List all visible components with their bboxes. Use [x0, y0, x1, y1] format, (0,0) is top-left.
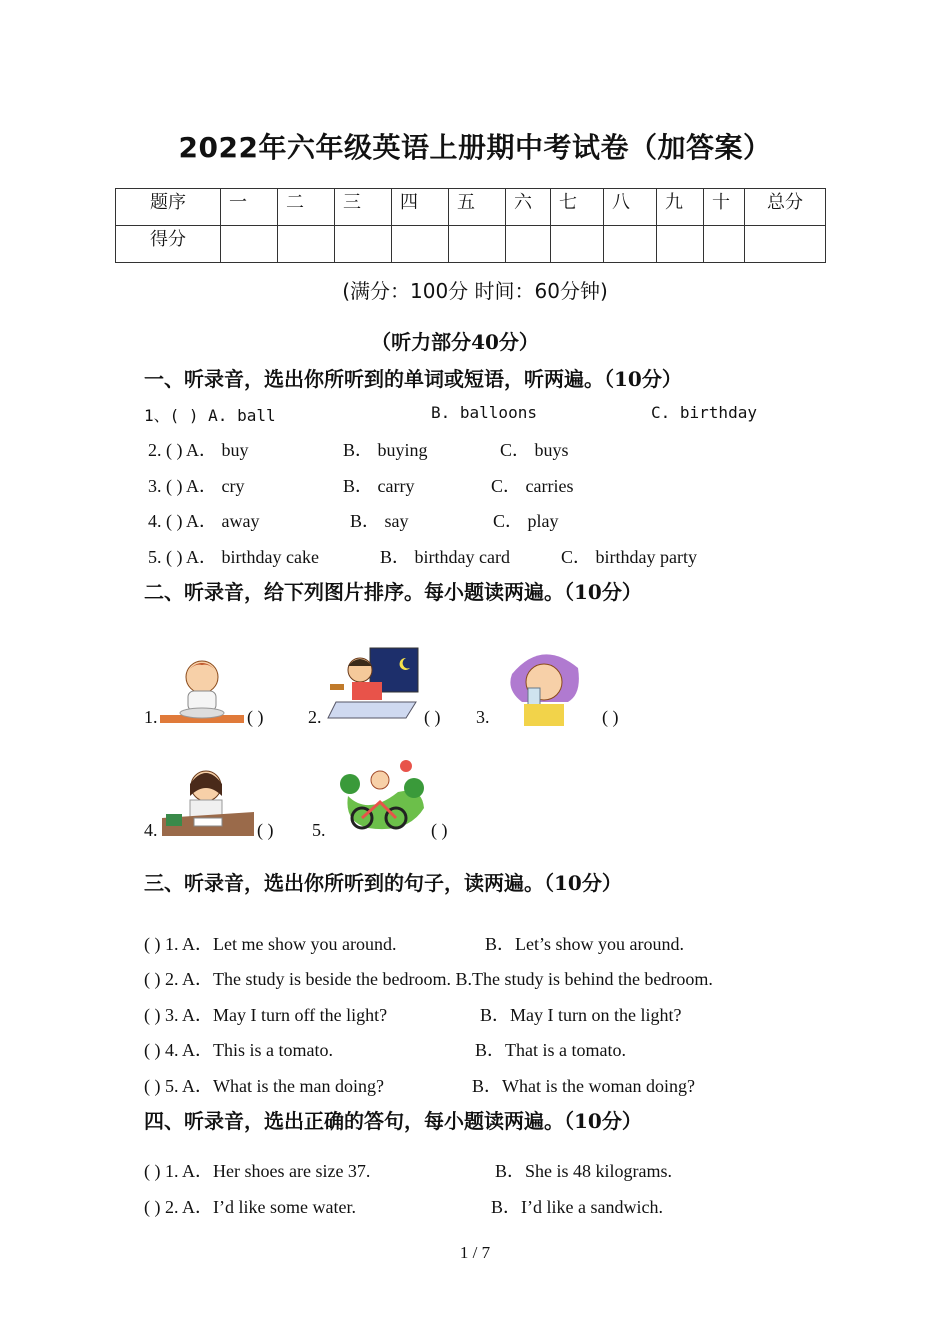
s1-q5-a: 5. ( ) A． birthday cake: [148, 547, 319, 567]
listening-part: （听力部分40分）: [371, 330, 539, 354]
score-cell: 四: [392, 189, 449, 226]
score-cell: [506, 226, 551, 263]
s2-n2: 2.: [308, 707, 322, 727]
s2-n5: 5.: [312, 820, 326, 840]
s3-q2-a: ( ) 2. A．The study is beside the bedroom. B.The study is behind the bedroom.: [144, 969, 713, 989]
s2-n1: 1.: [144, 707, 158, 727]
section3-heading: 三、听录音，选出你所听到的句子，读两遍。（10分）: [144, 871, 622, 895]
s2-blank1: ( ): [247, 707, 264, 727]
s3-q4-a: ( ) 4. A．This is a tomato.: [144, 1040, 333, 1060]
girl-riding-bike-illustration: [338, 756, 430, 834]
s3-q1-a: ( ) 1. A．Let me show you around.: [144, 934, 397, 954]
score-cell: 七: [551, 189, 604, 226]
s1-q4-a: 4. ( ) A． away: [148, 511, 260, 531]
s1-q5-c: C． birthday party: [561, 547, 697, 567]
s1-q1-b: B. balloons: [431, 403, 537, 422]
s2-blank3: ( ): [602, 707, 619, 727]
section1-heading: 一、听录音，选出你所听到的单词或短语，听两遍。（10分）: [144, 367, 682, 391]
girl-writing-illustration: [160, 762, 256, 838]
score-cell: [704, 226, 745, 263]
score-table: [115, 188, 826, 263]
score-cell: [745, 226, 826, 263]
s4-q2-b: B．I’d like a sandwich.: [491, 1197, 663, 1217]
score-cell: 一: [221, 189, 278, 226]
s1-q2-c: C． buys: [500, 440, 569, 460]
s1-q1-a: 1、( ) A. ball: [144, 406, 276, 425]
s3-q3-a: ( ) 3. A．May I turn off the light?: [144, 1005, 388, 1025]
s3-q4-b: B．That is a tomato.: [475, 1040, 626, 1060]
s2-blank5: ( ): [431, 820, 448, 840]
s2-blank2: ( ): [424, 707, 441, 727]
score-cell: [221, 226, 278, 263]
score-cell: 九: [657, 189, 704, 226]
score-table-score-row: [116, 226, 826, 263]
s3-q1-b: B．Let’s show you around.: [485, 934, 684, 954]
score-cell: [278, 226, 335, 263]
boy-reading-illustration: [326, 646, 422, 726]
section4-heading: 四、听录音，选出正确的答句，每小题读两遍。（10分）: [144, 1109, 642, 1133]
full-marks: (满分：100分 时间：60分钟): [342, 279, 608, 303]
score-cell: 题序: [116, 189, 221, 226]
s1-q5-b: B． birthday card: [380, 547, 510, 567]
score-cell: 八: [604, 189, 657, 226]
score-cell: 总分: [745, 189, 826, 226]
score-cell: [392, 226, 449, 263]
s1-q3-c: C． carries: [491, 476, 574, 496]
score-cell: [449, 226, 506, 263]
page-number: 1 / 7: [459, 1243, 491, 1262]
s1-q3-b: B． carry: [343, 476, 415, 496]
s2-blank4: ( ): [257, 820, 274, 840]
score-cell: 得分: [116, 226, 221, 263]
girl-drinking-illustration: [502, 644, 584, 726]
s4-q2-a: ( ) 2. A．I’d like some water.: [144, 1197, 356, 1217]
s1-q2-b: B． buying: [343, 440, 428, 460]
score-cell: [551, 226, 604, 263]
score-cell: 二: [278, 189, 335, 226]
page-title: 2022年六年级英语上册期中考试卷（加答案）: [178, 131, 772, 164]
score-cell: [604, 226, 657, 263]
score-cell: 十: [704, 189, 745, 226]
s2-n3: 3.: [476, 707, 490, 727]
s1-q2-a: 2. ( ) A． buy: [148, 440, 249, 460]
s3-q5-b: B．What is the woman doing?: [472, 1076, 695, 1096]
s1-q4-b: B． say: [350, 511, 409, 531]
girl-eating-illustration: [160, 655, 246, 725]
score-cell: [657, 226, 704, 263]
s1-q4-c: C． play: [493, 511, 559, 531]
score-cell: 五: [449, 189, 506, 226]
s3-q3-b: B．May I turn on the light?: [480, 1005, 682, 1025]
s2-n4: 4.: [144, 820, 158, 840]
s4-q1-a: ( ) 1. A．Her shoes are size 37.: [144, 1161, 371, 1181]
score-cell: 三: [335, 189, 392, 226]
score-cell: [335, 226, 392, 263]
score-cell: 六: [506, 189, 551, 226]
section2-heading: 二、听录音，给下列图片排序。每小题读两遍。（10分）: [144, 580, 642, 604]
s1-q1-c: C. birthday: [651, 403, 757, 422]
s4-q1-b: B．She is 48 kilograms.: [495, 1161, 673, 1181]
score-table-header-row: [116, 189, 826, 226]
s3-q5-a: ( ) 5. A．What is the man doing?: [144, 1076, 384, 1096]
s1-q3-a: 3. ( ) A． cry: [148, 476, 245, 496]
